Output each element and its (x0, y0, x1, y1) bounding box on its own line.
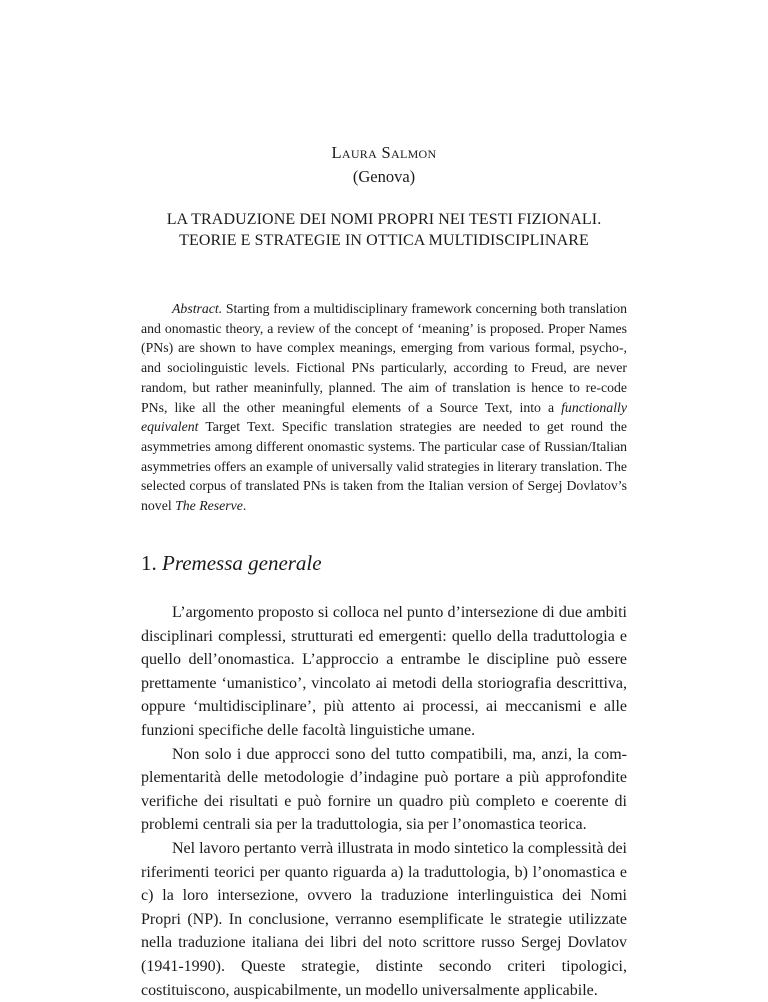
body-paragraph-2: Non solo i due approcci sono del tutto compatibili, ma, anzi, la complementarità delle metodologie d’indagine può portare a più approfondite verifiche dei risultati e può fornire un quadro più completo e coerente di problemi centrali sia per la traduttologia, sia per l’onomastica teorica. (141, 745, 627, 834)
abstract-text-3: . (242, 498, 247, 514)
section-heading (141, 550, 627, 576)
author-name: Laura Salmon (331, 143, 437, 162)
abstract-text-1: Starting from a multidisciplinary framework concerning both translation and onomastic theory, a review of the concept of ‘meaning’ is proposed. Proper Names (PNs) are shown to have complex meanings, emerging from various formal, psycho-, and sociolinguistic levels. Fictional PNs particularly, according to Freud, are never random, but rather meaninfully, planned. The aim of translation is hence to re-code PNs, like all the other meaningful elements of a Source Text, into a (141, 301, 627, 415)
abstract-paragraph (141, 299, 627, 516)
paper-title-line-2: TEORIE E STRATEGIE IN OTTICA MULTIDISCIPLINARE (179, 232, 589, 249)
abstract-text-2: Target Text. Specific translation strategies are needed to get round the asymmetries among different onomastic systems. The particular case of Russian/Italian asymmetries offers an example of universally valid strategies in literary translation. The selected corpus of translated PNs is taken from the Italian version of Sergej Dovlatov’s novel (141, 419, 627, 514)
author-affiliation: (Genova) (352, 167, 416, 186)
abstract-emphasis-1: functionally equivalent (141, 399, 627, 435)
paper-title-line-1: LA TRADUZIONE DEI NOMI PROPRI NEI TESTI FIZIONALI. (166, 211, 602, 228)
abstract (141, 299, 627, 516)
abstract-label: Abstract. (172, 301, 223, 316)
abstract-emphasis-2: The Reserve (175, 498, 243, 514)
section-number: 1. (141, 551, 157, 575)
paper-title (0, 209, 768, 251)
section-title: Premessa generale (162, 551, 322, 575)
body-paragraph-1: L’argomento proposto si colloca nel punto d’intersezione di due ambiti disciplinari complessi, strutturati ed emergenti: quello della traduttologia e quello dell’onomastica. L’approccio a entrambe le discipline può essere prettamente ‘umanistico’, vincolato ai metodi della storiografia descrittiva, oppure ‘multidisciplinare’, più attento ai processi, ai meccanismi e alle funzioni specifiche delle facoltà linguistiche umane. (141, 604, 627, 739)
body-paragraph-3: Nel lavoro pertanto verrà illustrata in modo sintetico la complessità dei riferimenti teorici per quanto riguarda a) la traduttologia, b) l’onomastica e c) la loro intersezione, ovvero la traduzione interlinguistica dei Nomi Propri (NP). In conclusione, verranno esemplificate le strategie utilizzate nella traduzione italiana dei libri del noto scrittore russo Sergej Dovlatov (1941-1990). Queste strategie, distinte secondo criteri tipologici, costituiscono, auspicabilmente, un modello universalmente applicabile. (141, 839, 627, 999)
body-text (141, 601, 627, 1002)
